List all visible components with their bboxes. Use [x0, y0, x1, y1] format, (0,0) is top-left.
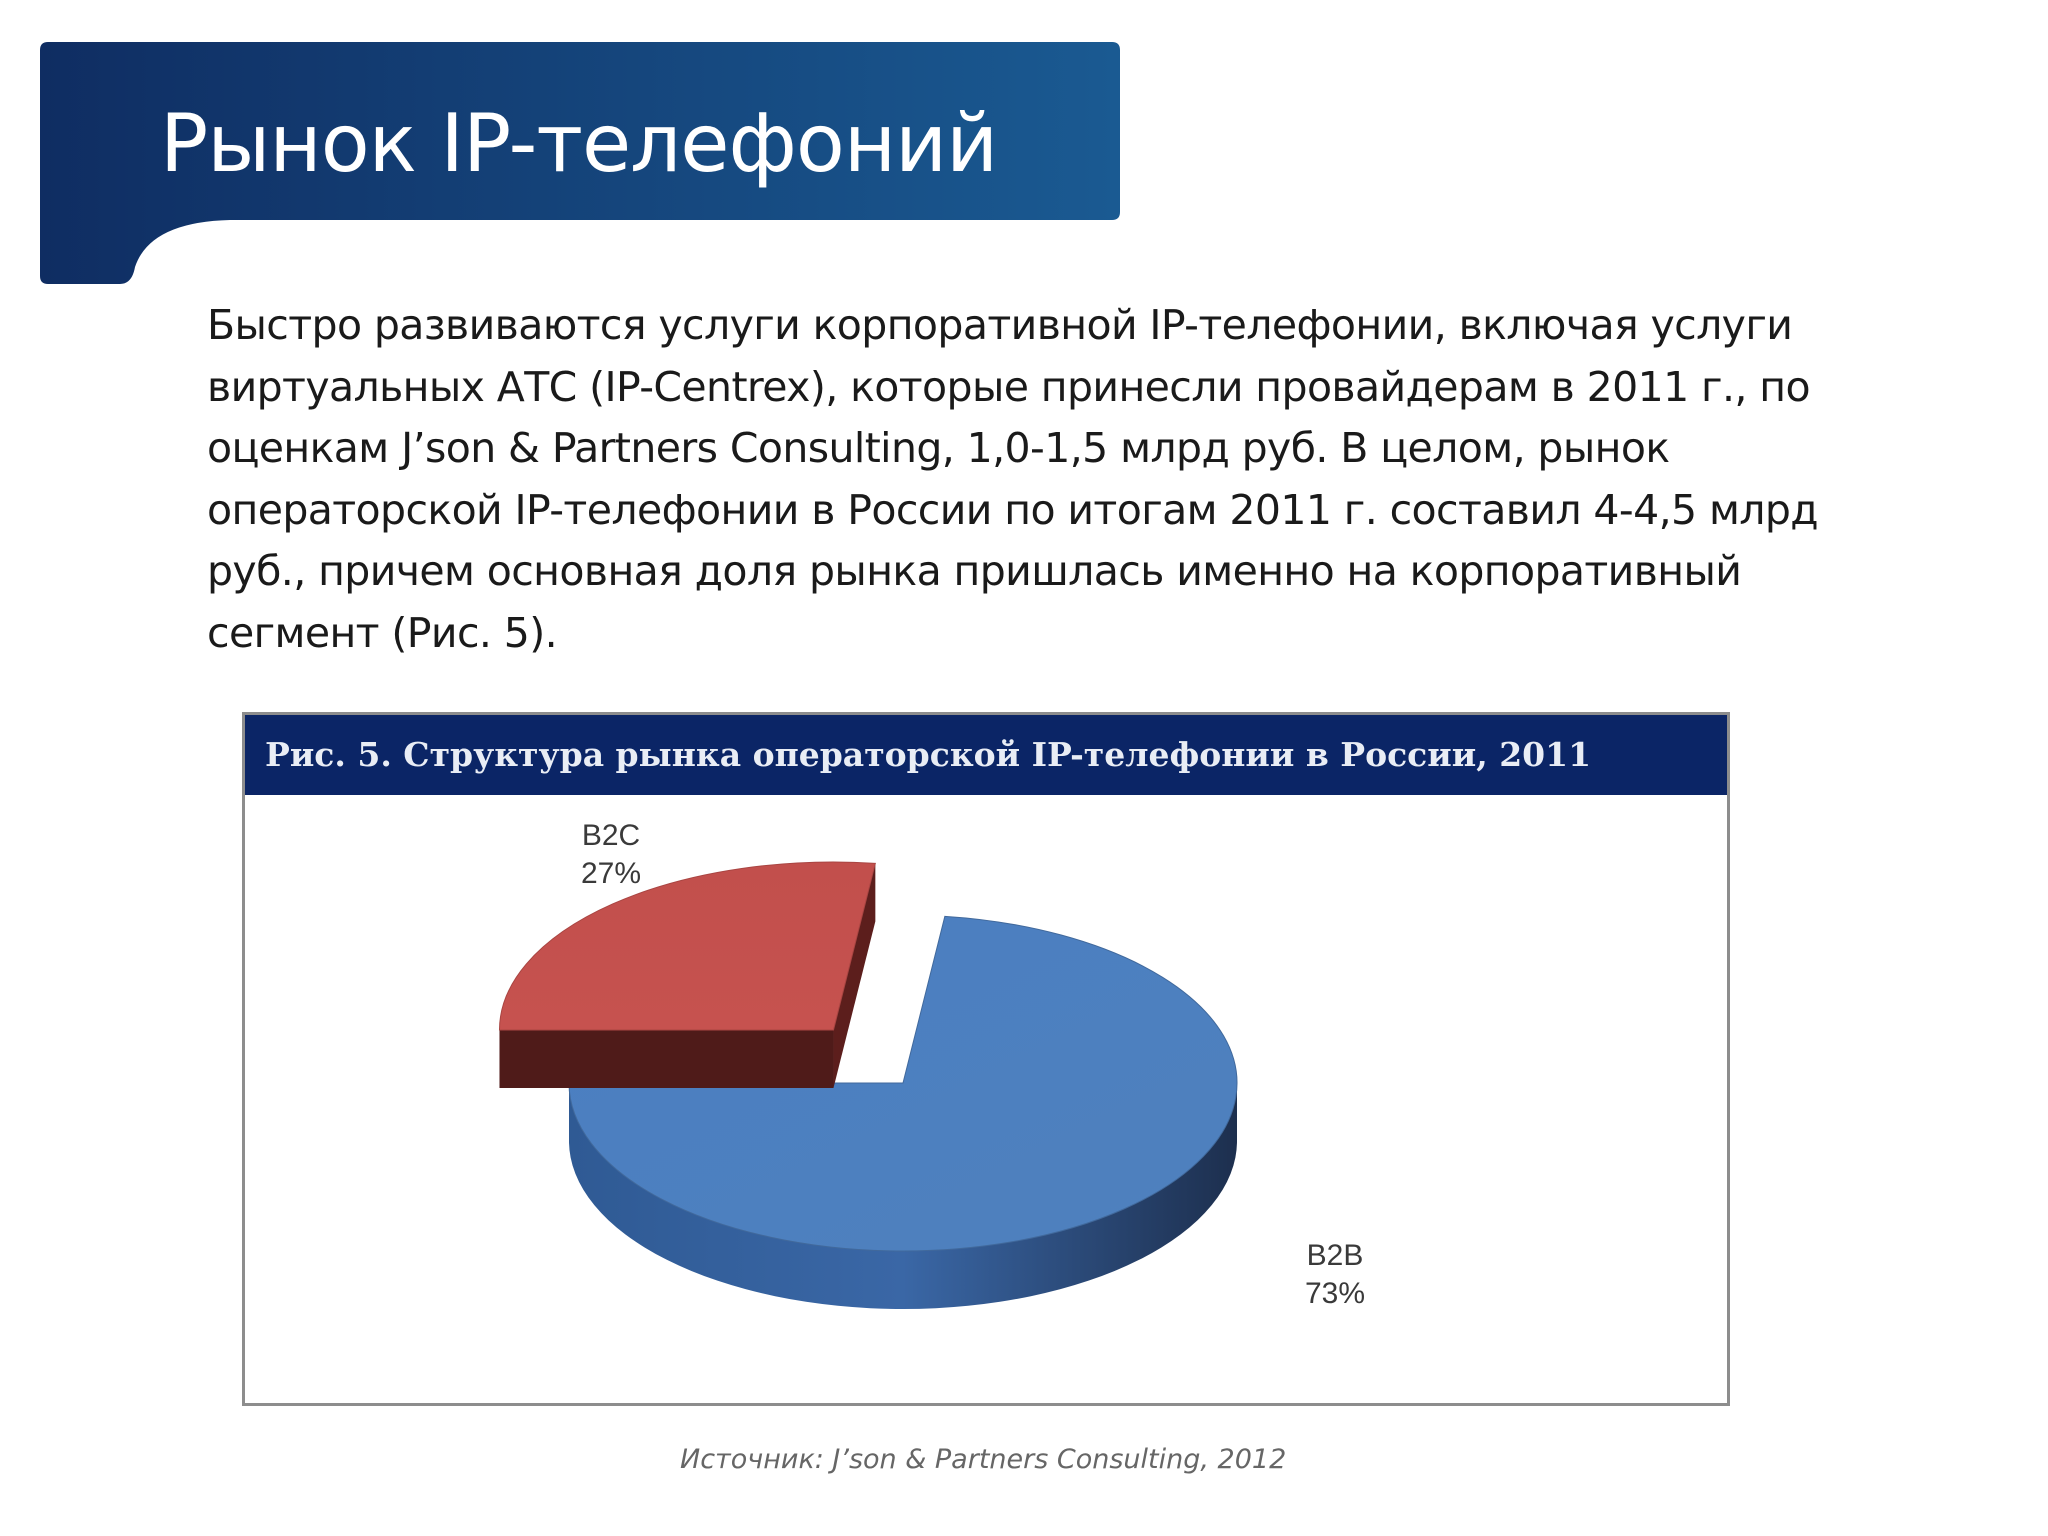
body-line: Быстро развиваются услуги корпоративной IP-телефонии, включая услуги [207, 301, 1793, 349]
body-line: сегмент (Рис. 5). [207, 608, 558, 657]
pie-label-b2b: B2B [1306, 1239, 1364, 1272]
pie-slice-b2c [499, 862, 875, 1088]
title-banner [40, 42, 1120, 282]
body-line: оценкам J’son & Partners Consulting, 1,0-1,5 млрд руб. В целом, рынок [207, 424, 1670, 472]
pie-chart [245, 795, 1727, 1403]
body-line: руб., причем основная доля рынка пришлась именно на корпоративный [207, 547, 1742, 595]
pie-slice-b2c-top [499, 862, 875, 1030]
source-note: Источник: J’son & Partners Consulting, 2012 [680, 1444, 1287, 1475]
pie-label-b2c: B2C [581, 819, 641, 852]
pie-label-b2b: 73% [1304, 1277, 1366, 1310]
pie-slice-b2c-face [499, 1030, 833, 1088]
figure-box [242, 712, 1730, 1406]
body-line: операторской IP-телефонии в России по итогам 2011 г. составил 4-4,5 млрд [207, 485, 1819, 534]
figure-header [245, 715, 1727, 795]
body-paragraph [207, 295, 1887, 664]
pie-label-b2c: 27% [580, 857, 642, 890]
slide-title: Рынок IP-телефоний [160, 97, 998, 190]
chart-title: Рис. 5. Структура рынка операторской IP-телефонии в России, 2011 [265, 735, 1592, 774]
body-line: виртуальных АТС (IP-Centrex), которые принесли провайдерам в 2011 г., по [207, 362, 1810, 411]
